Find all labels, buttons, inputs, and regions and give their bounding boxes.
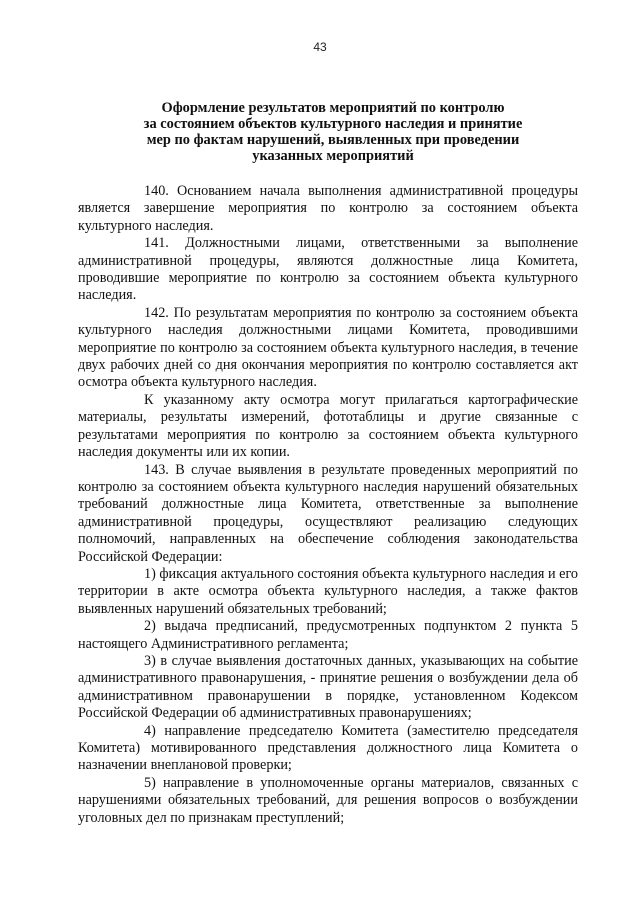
paragraph-142: 142. По результатам мероприятия по контролю за состоянием объекта культурного наследия должностными лицами Комитета, проводившими мероприятие по контролю за состоянием объекта культурного наследия, в течение двух рабочих дней со дня окончания мероприятия по контролю составляется акт осмотра объекта культурного наследия.: [78, 304, 578, 391]
list-item-5: 5) направление в уполномоченные органы материалов, связанных с нарушениями обязательных требований, для решения вопросов о возбуждении уголовных дел по признакам преступлений;: [78, 774, 578, 826]
paragraph-140: 140. Основанием начала выполнения административной процедуры является завершение мероприятия по контролю за состоянием объекта культурного наследия.: [78, 183, 578, 234]
page-number: 43: [313, 40, 327, 54]
paragraph-141: 141. Должностными лицами, ответственными за выполнение административной процедуры, являются должностные лица Комитета, проводившие мероприятие по контролю за состоянием объекта культурного наследия.: [78, 235, 578, 304]
list-item-2: 2) выдача предписаний, предусмотренных подпунктом 2 пункта 5 настоящего Административного регламента;: [78, 618, 578, 652]
paragraph-143: 143. В случае выявления в результате проведенных мероприятий по контролю за состоянием объекта культурного наследия нарушений обязательных требований должностные лица Комитета, ответственные за выполнение административной процедуры, осуществляют реализацию следующих полномочий, направленных на обеспечение соблюдения законодательства Российской Федерации:: [78, 461, 578, 565]
document-body: [78, 183, 578, 827]
list-item-1: 1) фиксация актуального состояния объекта культурного наследия и его территории в акте осмотра объекта культурного наследия, а также фактов выявленных нарушений обязательных требований;: [78, 565, 578, 617]
section-title-line: указанных мероприятий: [252, 148, 414, 164]
section-title-line: за состоянием объектов культурного наследия и принятие: [143, 116, 523, 132]
section-title: [118, 100, 548, 164]
paragraph-142-attachments: К указанному акту осмотра могут прилагаться картографические материалы, результаты измерений, фототаблицы и другие связанные с результатами мероприятия по контролю за состоянием объекта культурного наследия документы или их копии.: [78, 391, 578, 461]
list-item-3: 3) в случае выявления достаточных данных, указывающих на событие административного правонарушения, - принятие решения о возбуждении дела об административном правонарушении в порядке, установленном Кодексом Российской Федерации об административных правонарушениях;: [78, 652, 578, 722]
list-item-4: 4) направление председателю Комитета (заместителю председателя Комитета) мотивированного представления должностного лица Комитета о назначении внеплановой проверки;: [78, 722, 578, 774]
section-title-line: мер по фактам нарушений, выявленных при проведении: [146, 132, 520, 148]
section-title-line: Оформление результатов мероприятий по контролю: [161, 100, 505, 116]
